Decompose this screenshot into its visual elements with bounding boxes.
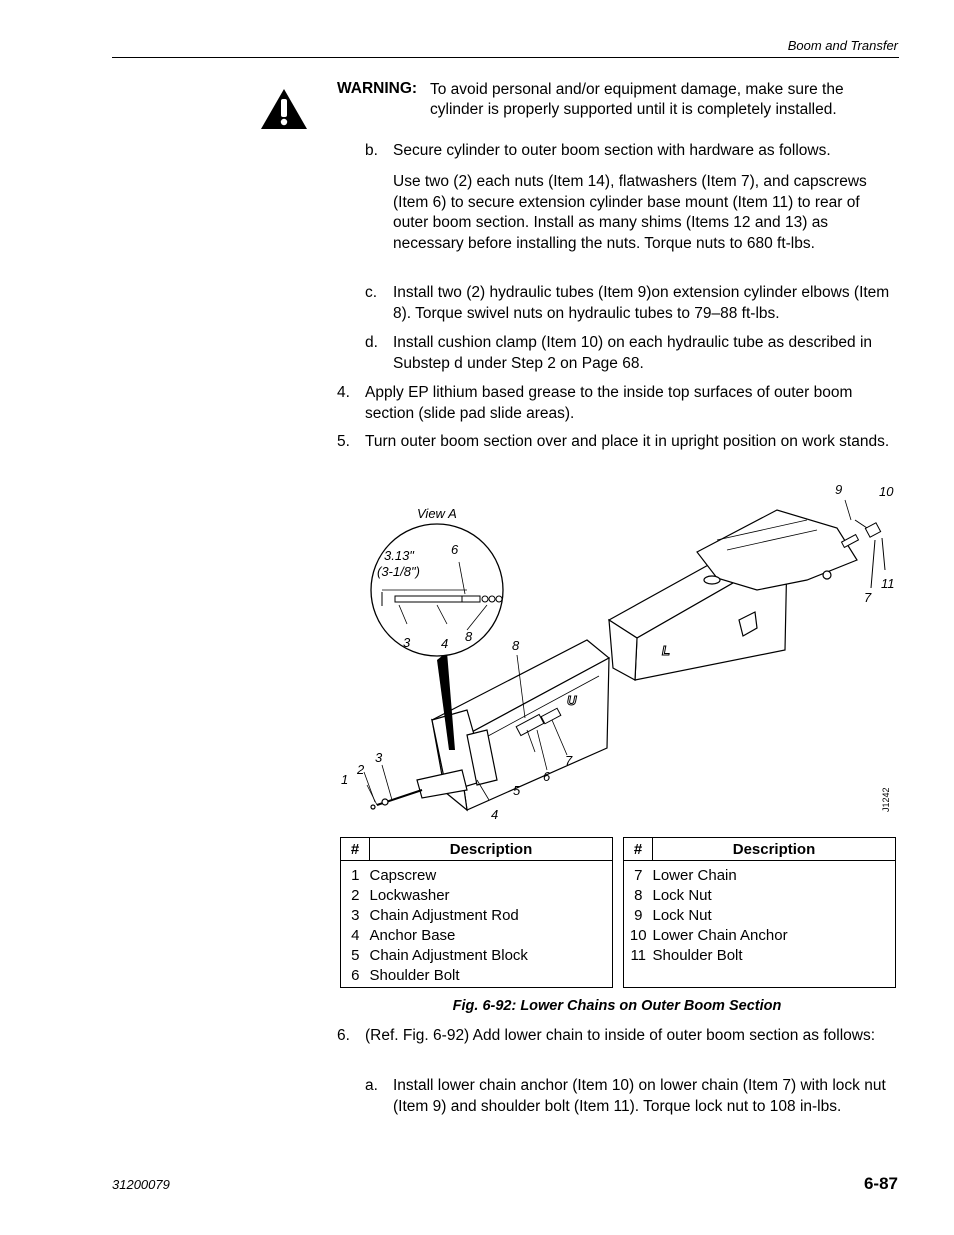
figure-caption: Fig. 6-92: Lower Chains on Outer Boom Section bbox=[452, 998, 782, 1014]
col-num-header: # bbox=[341, 838, 370, 861]
callout-3: 3 bbox=[375, 750, 383, 765]
step-b-text: Secure cylinder to outer boom section with hardware as follows. bbox=[393, 142, 831, 159]
parts-table-left bbox=[340, 837, 613, 988]
step-a-marker: a. bbox=[365, 1077, 378, 1094]
callout-9: 9 bbox=[835, 482, 843, 497]
callout-7-upper: 7 bbox=[864, 590, 872, 605]
col-desc-header: Description bbox=[653, 838, 896, 861]
table-row: 3 Chain Adjustment Rod bbox=[351, 907, 519, 924]
doc-number: 31200079 bbox=[112, 1177, 170, 1192]
callout-7: 7 bbox=[565, 753, 573, 768]
dimension-label: 3.13" bbox=[384, 548, 414, 563]
step-b-detail: Use two (2) each nuts (Item 14), flatwashers (Item 7), and capscrews (Item 6) to secure extension cylinder base mount (Item 11) to rear of outer boom section. Install as many shims (Items 12 and 13) as necessary before installing the nuts. Torque nuts to 680 ft-lbs. bbox=[393, 173, 867, 252]
table-row: 6 Shoulder Bolt bbox=[351, 967, 460, 984]
step-c-text: Install two (2) hydraulic tubes (Item 9)on extension cylinder elbows (Item 8). Torque swivel nuts on hydraulic tubes to 79–88 ft-lbs. bbox=[393, 284, 890, 322]
running-header: Boom and Transfer bbox=[787, 38, 898, 53]
header-rule bbox=[112, 57, 899, 58]
step-6-text: (Ref. Fig. 6-92) Add lower chain to inside of outer boom section as follows: bbox=[365, 1027, 876, 1044]
table-row: 7 Lower Chain bbox=[634, 867, 737, 884]
table-row: 4 Anchor Base bbox=[351, 927, 456, 944]
table-row: 11 Shoulder Bolt bbox=[630, 947, 743, 964]
step-a-text: Install lower chain anchor (Item 10) on lower chain (Item 7) with lock nut (Item 9) and shoulder bolt (Item 11). Torque lock nut to 108 in-lbs. bbox=[393, 1077, 886, 1115]
inset-callout-4: 4 bbox=[441, 636, 449, 651]
col-num-header: # bbox=[624, 838, 653, 861]
table-row: 1 Capscrew bbox=[351, 867, 437, 884]
inset-callout-3: 3 bbox=[403, 635, 411, 650]
step-6-marker: 6. bbox=[337, 1027, 350, 1044]
boom-figure bbox=[337, 480, 897, 825]
inset-callout-8: 8 bbox=[465, 629, 473, 644]
page-number: 6-87 bbox=[863, 1174, 898, 1193]
callout-5: 5 bbox=[513, 783, 521, 798]
boom-drawing bbox=[337, 480, 897, 825]
step-5-text: Turn outer boom section over and place it in upright position on work stands. bbox=[365, 433, 890, 450]
step-d-text: Install cushion clamp (Item 10) on each hydraulic tube as described in Substep d under Step 2 on Page 68. bbox=[393, 334, 873, 372]
view-a-label: View A bbox=[417, 506, 457, 521]
parts-table-right bbox=[623, 837, 896, 988]
callout-4: 4 bbox=[491, 807, 499, 822]
svg-text:U: U bbox=[567, 693, 577, 708]
dimension-frac-label: (3-1/8") bbox=[377, 564, 420, 579]
svg-text:L: L bbox=[662, 643, 670, 658]
callout-8: 8 bbox=[512, 638, 520, 653]
table-row: 2 Lockwasher bbox=[351, 887, 450, 904]
table-row: 10 Lower Chain Anchor bbox=[629, 927, 788, 944]
rear-boom-section bbox=[609, 510, 857, 680]
table-row: 8 Lock Nut bbox=[634, 887, 712, 904]
warning-label: WARNING: bbox=[337, 80, 418, 97]
step-5-marker: 5. bbox=[337, 433, 350, 450]
callout-11: 11 bbox=[881, 576, 895, 591]
table-row: 5 Chain Adjustment Block bbox=[351, 947, 528, 964]
step-b-marker: b. bbox=[365, 142, 378, 159]
step-c-marker: c. bbox=[365, 284, 378, 301]
step-4-marker: 4. bbox=[337, 384, 350, 401]
table-row: 9 Lock Nut bbox=[634, 907, 712, 924]
drawing-id: J1242 bbox=[881, 787, 891, 812]
warning-text: To avoid personal and/or equipment damage, make sure the cylinder is properly supported until it is completely installed. bbox=[430, 81, 844, 118]
callout-10: 10 bbox=[879, 484, 894, 499]
step-4-text: Apply EP lithium based grease to the inside top surfaces of outer boom section (slide pad slide areas). bbox=[365, 384, 853, 422]
col-desc-header: Description bbox=[370, 838, 613, 861]
step-d-marker: d. bbox=[365, 334, 378, 351]
callout-1: 1 bbox=[341, 772, 349, 787]
inset-callout-6: 6 bbox=[451, 542, 459, 557]
warning-triangle-icon bbox=[260, 88, 308, 135]
callout-2: 2 bbox=[357, 762, 365, 777]
callout-6: 6 bbox=[543, 769, 551, 784]
